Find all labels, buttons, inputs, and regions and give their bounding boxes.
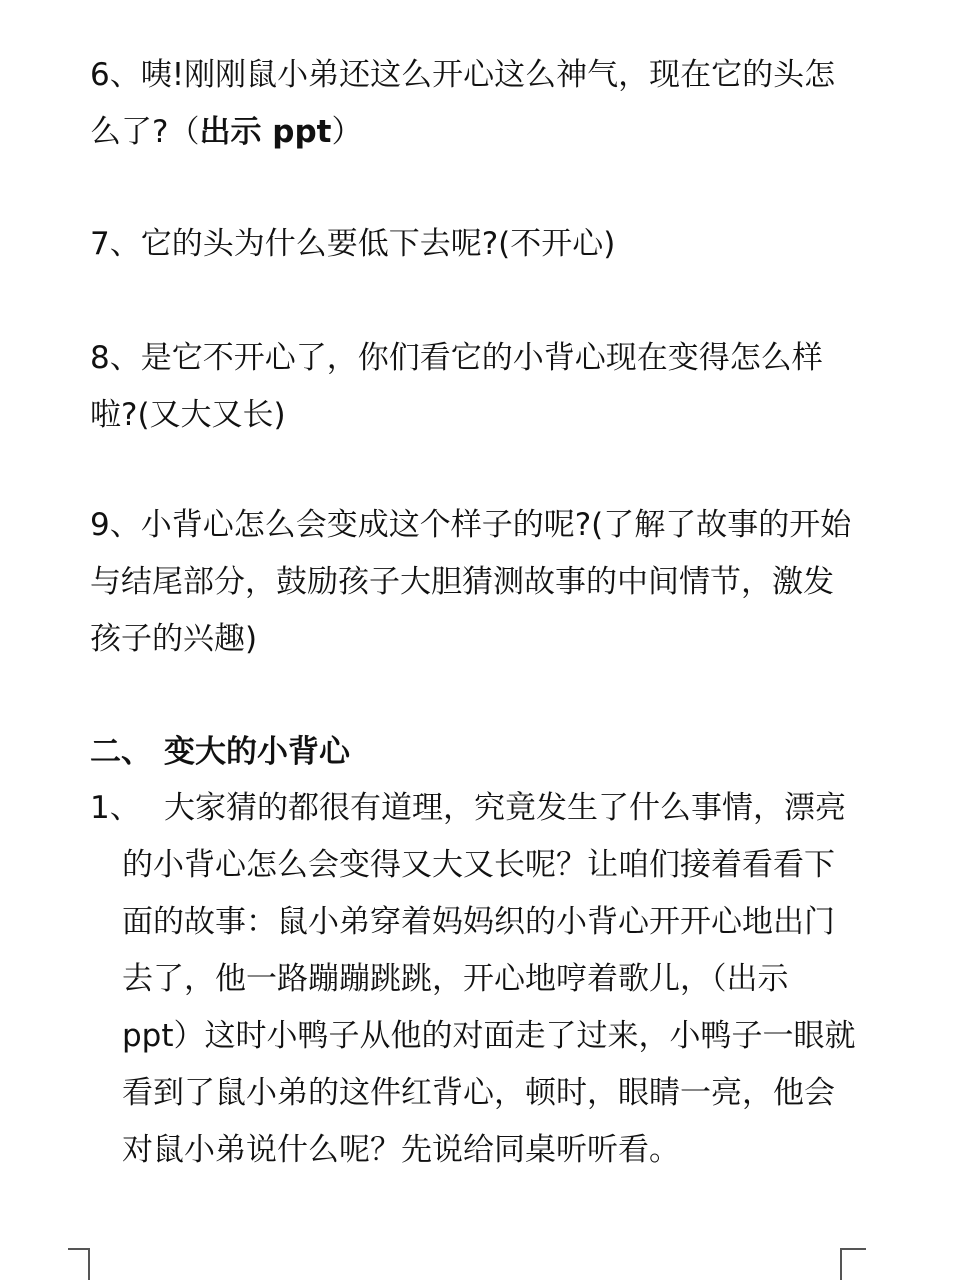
page-corner-mark-left (68, 1248, 90, 1280)
paragraph-6-tail: ） (331, 114, 363, 150)
paragraph-6-text: 6、咦!刚刚鼠小弟还这么开心这么神气，现在它的头怎么了?（ (90, 57, 836, 150)
paragraph-7 (90, 216, 860, 273)
list-item-1 (90, 780, 860, 1179)
paragraph-9 (90, 497, 860, 668)
paragraph-9-text: 9、小背心怎么会变成这个样子的呢?(了解了故事的开始与结尾部分，鼓励孩子大胆猜测故事的中间情节，激发孩子的兴趣) (90, 507, 852, 657)
section-title: 变大的小背心 (164, 734, 350, 770)
paragraph-7-text: 7、它的头为什么要低下去呢?(不开心) (90, 226, 616, 262)
paragraph-6-bold-text: 出示 ppt (199, 114, 332, 150)
paragraph-6 (90, 47, 860, 161)
paragraph-8-text: 8、是它不开心了，你们看它的小背心现在变得怎么样啦?(又大又长) (90, 340, 823, 433)
page-corner-mark-right (840, 1248, 866, 1280)
paragraph-8 (90, 330, 860, 444)
list-item-1-marker: 1、 (90, 790, 141, 826)
section-heading (90, 724, 860, 781)
section-number: 二、 (90, 734, 152, 770)
list-item-1-text: 大家猜的都很有道理，究竟发生了什么事情，漂亮的小背心怎么会变得又大又长呢？让咱们接着看看下面的故事：鼠小弟穿着妈妈织的小背心开开心地出门去了，他一路蹦蹦跳跳，开心地哼着歌儿，（出示 ppt）这时小鸭子从他的对面走了过来，小鸭子一眼就看到了鼠小弟的这件红背心，顿时，眼睛一亮，他会对鼠小弟说什么呢？先说给同桌听听看。 (122, 790, 856, 1168)
